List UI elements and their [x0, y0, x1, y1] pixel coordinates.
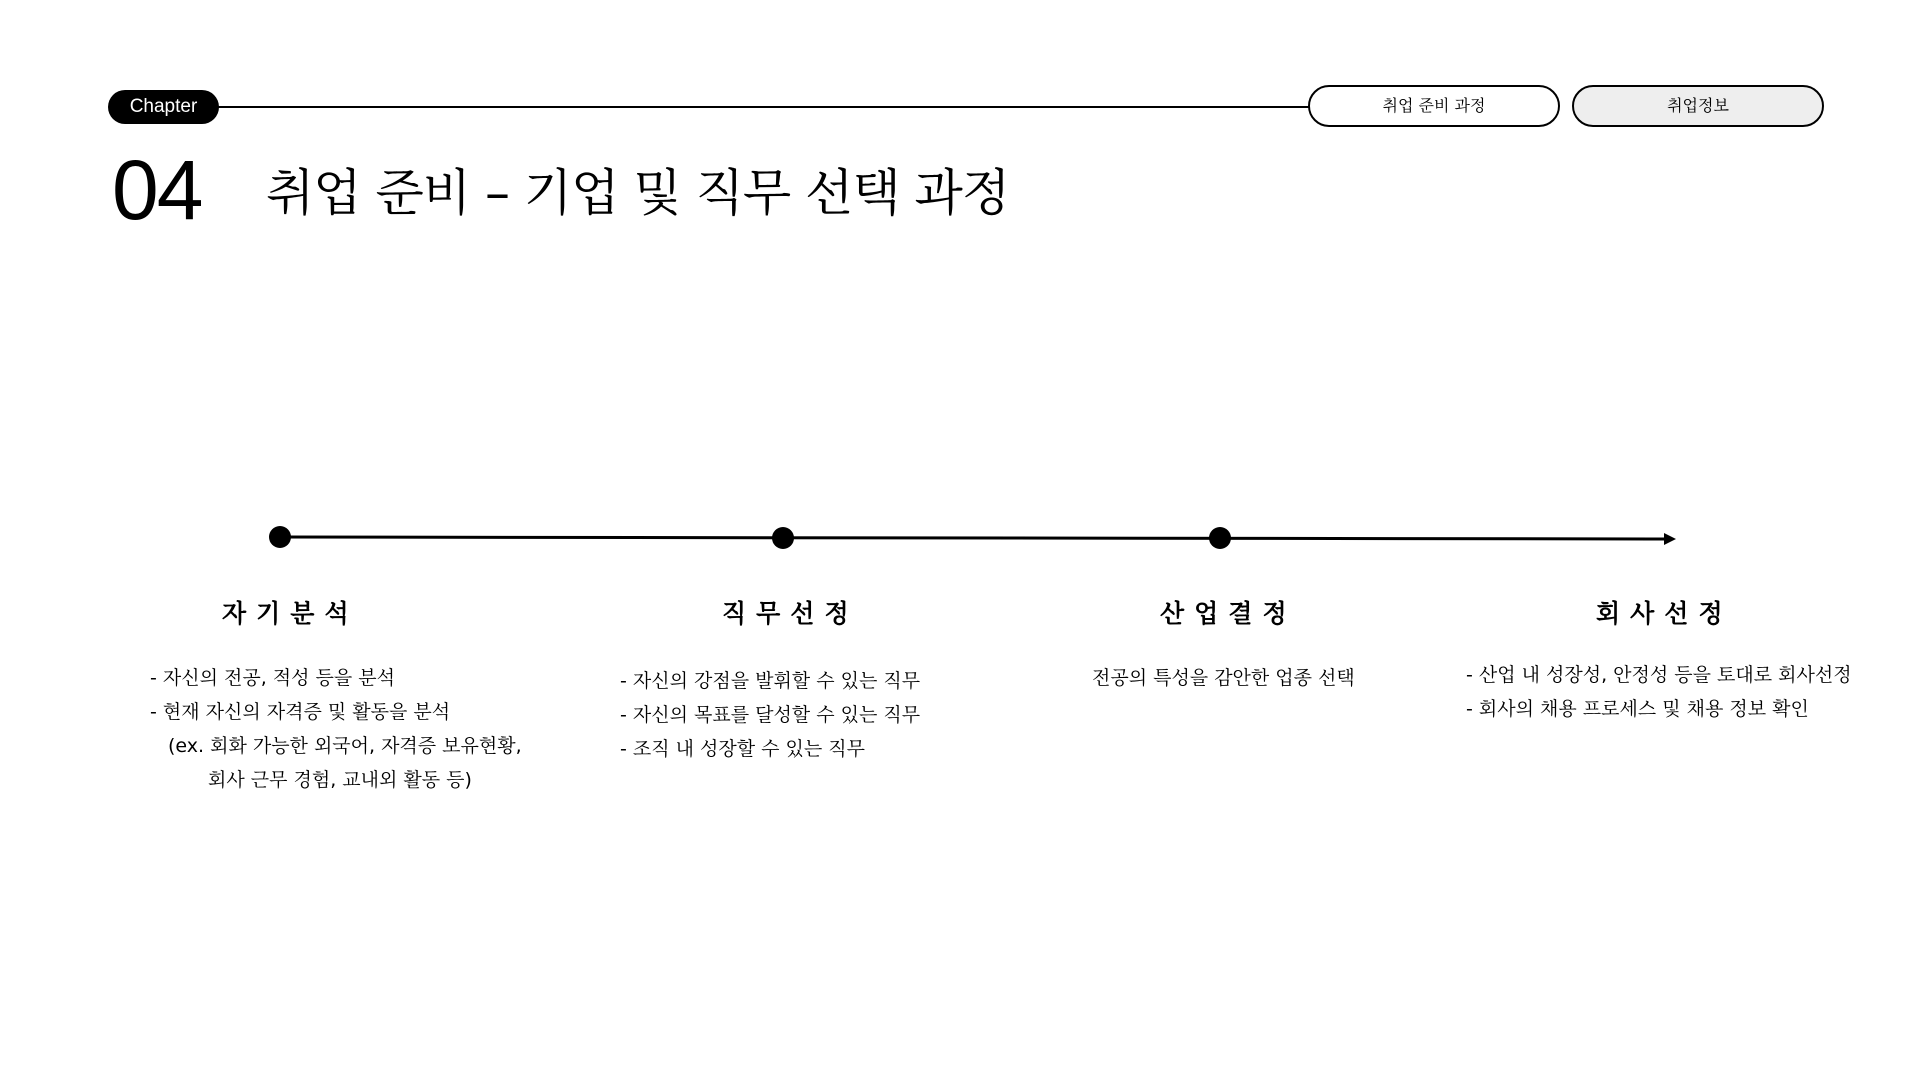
stage-desc-line: - 조직 내 성장할 수 있는 직무: [620, 738, 865, 760]
stage-desc-self-analysis: [150, 661, 522, 797]
timeline-dot-1: [269, 526, 291, 548]
stage-desc-line: - 현재 자신의 자격증 및 활동을 분석: [150, 701, 451, 723]
chapter-number: 04: [112, 143, 202, 237]
timeline-line: [280, 537, 1670, 539]
stage-desc-line: 전공의 특성을 감안한 업종 선택: [1092, 667, 1355, 689]
header-divider: [218, 106, 1310, 108]
stage-title-industry-decision: 산업결정: [1160, 599, 1297, 628]
stage-title-company-selection: 회사선정: [1596, 599, 1733, 628]
stage-title-self-analysis: 자기분석: [222, 599, 359, 628]
nav-tab-process[interactable]: 취업 준비 과정: [1308, 85, 1560, 127]
timeline-dot-3: [1209, 527, 1231, 549]
stage-title-job-selection: 직무선정: [722, 599, 859, 628]
stage-desc-line: - 자신의 전공, 적성 등을 분석: [150, 667, 395, 689]
timeline-arrowhead: [1664, 533, 1676, 545]
stage-desc-line: - 산업 내 성장성, 안정성 등을 토대로 회사선정: [1466, 664, 1852, 686]
stage-desc-line: - 자신의 목표를 달성할 수 있는 직무: [620, 704, 921, 726]
page-title: 취업 준비 – 기업 및 직무 선택 과정: [266, 164, 1010, 222]
stage-desc-company-selection: [1466, 658, 1852, 726]
stage-desc-line: - 자신의 강점을 발휘할 수 있는 직무: [620, 670, 921, 692]
timeline-dot-2: [772, 527, 794, 549]
stage-desc-job-selection: [620, 664, 920, 766]
nav-tab-info[interactable]: 취업정보: [1572, 85, 1824, 127]
stage-desc-line: - 회사의 채용 프로세스 및 채용 정보 확인: [1466, 698, 1809, 720]
stage-desc-industry-decision: [1092, 661, 1355, 695]
stage-desc-line: 회사 근무 경험, 교내외 활동 등): [208, 769, 472, 791]
chapter-badge: Chapter: [108, 90, 219, 124]
stage-desc-line: (ex. 회화 가능한 외국어, 자격증 보유현황,: [168, 735, 522, 757]
